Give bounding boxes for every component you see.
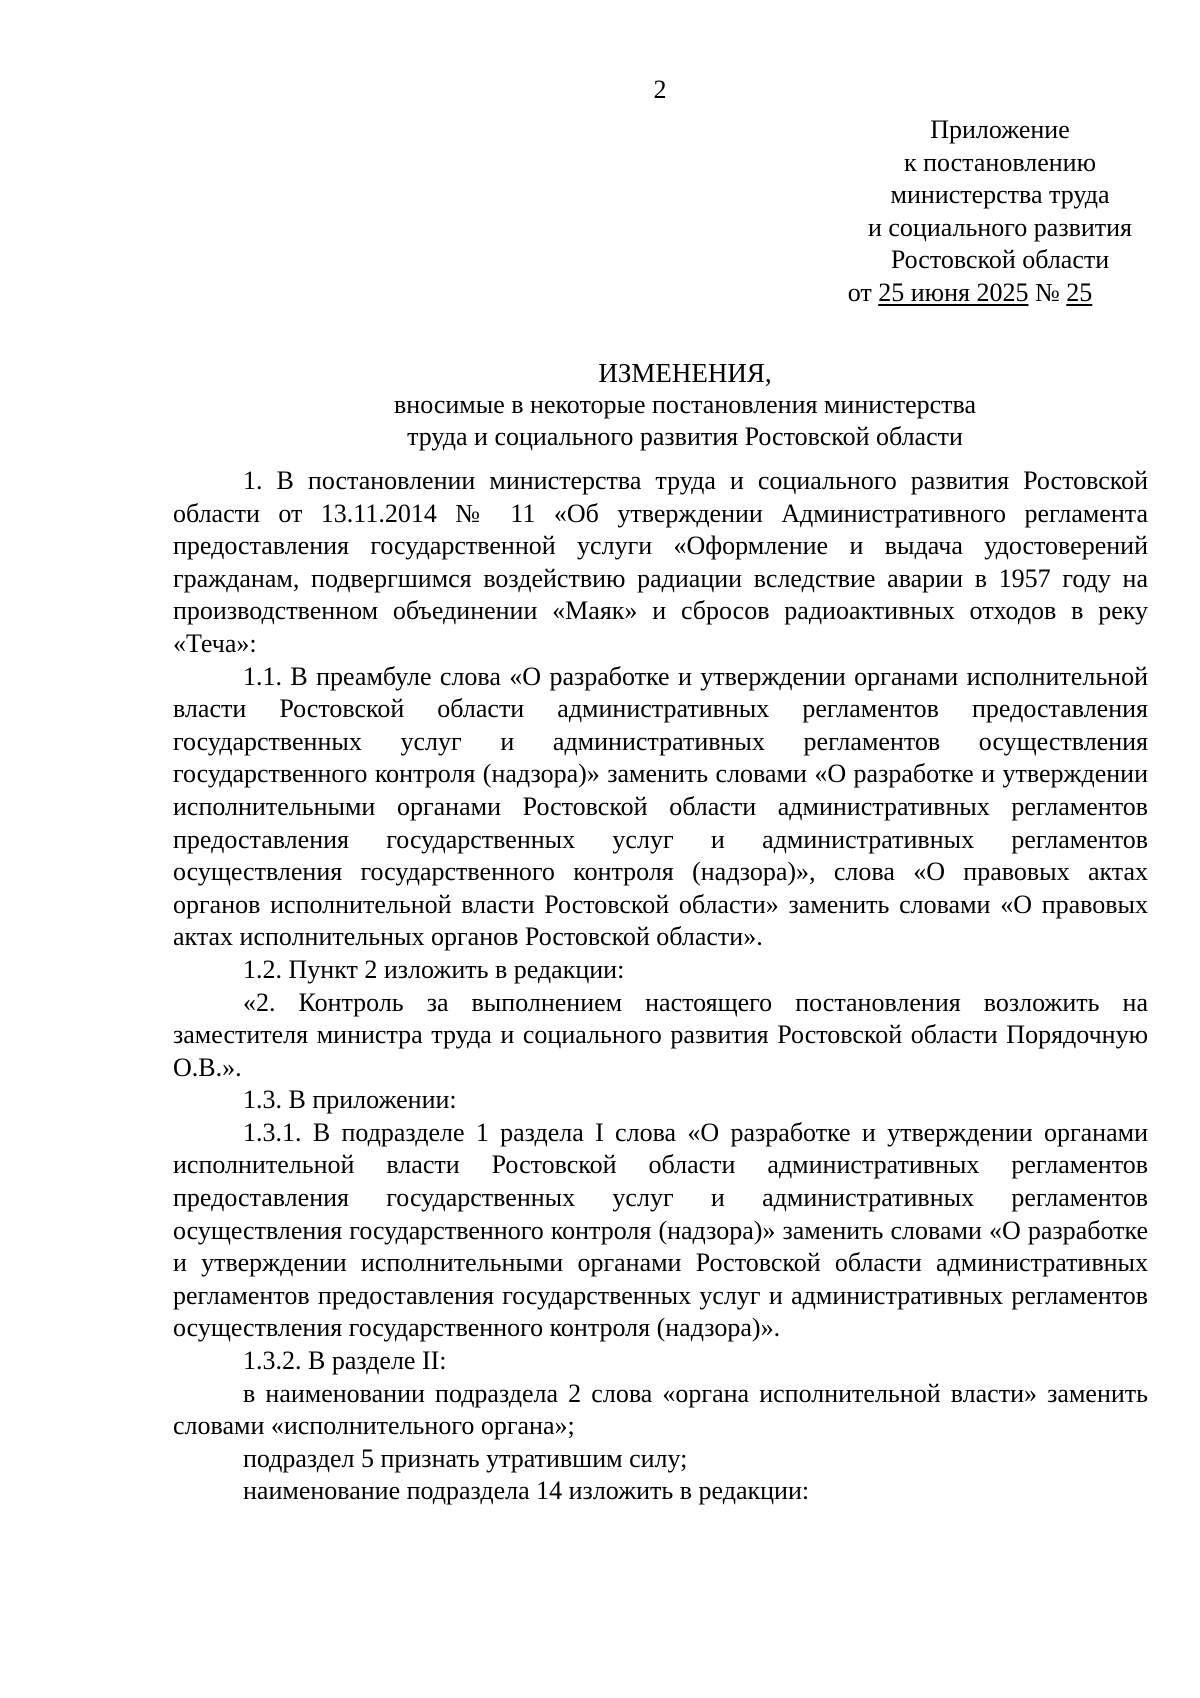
date-prefix: от (847, 277, 872, 307)
title-heading: ИЗМЕНЕНИЯ, (598, 358, 772, 388)
title-subtitle: труда и социального развития Ростовской области (407, 422, 963, 451)
decree-date: 25 июня 2025 (878, 277, 1029, 307)
paragraph: «2. Контроль за выполнением настоящего постановления возложить на заместителя министра труда и социального развития Ростовской области Порядочную О.В.». (173, 987, 1148, 1082)
appendix-line: к постановлению (903, 147, 1097, 177)
paragraph: 1.3. В приложении: (243, 1085, 457, 1115)
paragraph: 1.2. Пункт 2 изложить в редакции: (243, 954, 625, 984)
paragraph: наименование подраздела 14 изложить в редакции: (243, 1476, 810, 1506)
title-subtitle: вносимые в некоторые постановления министерства (394, 390, 976, 419)
appendix-line: министерства труда (890, 180, 1110, 209)
decree-number: 25 (1066, 277, 1093, 307)
paragraph: 1. В постановлении министерства труда и социального развития Ростовской области от 13.11.2014 № 11 «Об утверждении Административного регламента предоставления государственной услуги «Оформление и выдача удостоверений гражданам, подвергшимся воздействию радиации вследствие аварии в 1957 году на производственном объединении «Маяк» и сбросов радиоактивных отходов в реку «Теча»: (173, 466, 1148, 658)
paragraph: 1.3.2. В разделе II: (243, 1346, 447, 1376)
appendix-line: и социального развития (867, 212, 1133, 242)
appendix-date-line (740, 277, 1200, 310)
document-title (160, 357, 1200, 453)
paragraph: 1.1. В преамбуле слова «О разработке и утверждении органами исполнительной власти Ростовской области административных регламентов предоставления государственных услуг и административных регламентов осуществления государственного контроля (надзора)» заменить словами «О разработке и утверждении исполнительными органами Ростовской области административных регламентов предоставления государственных услуг и административных регламентов осуществления государственного контроля (надзора)», слова «О правовых актах органов исполнительной власти Ростовской области» заменить словами «О правовых актах исполнительных органов Ростовской области». (173, 661, 1148, 952)
document-body (173, 465, 1148, 1508)
number-sign: № (1034, 277, 1060, 307)
paragraph: в наименовании подраздела 2 слова «органа исполнительной власти» заменить словами «исполнительного органа»; (173, 1378, 1148, 1441)
paragraph: 1.3.1. В подразделе 1 раздела I слова «О разработке и утверждении органами исполнительной власти Ростовской области административных регламентов предоставления государственных услуг и административных регламентов осуществления государственного контроля (надзора)» заменить словами «О разработке и утверждении исполнительными органами Ростовской области административных регламентов предоставления государственных услуг и административных регламентов осуществления государственного контроля (надзора)». (173, 1117, 1148, 1343)
appendix-line: Приложение (930, 115, 1070, 144)
page-number: 2 (653, 75, 667, 104)
appendix-header (800, 114, 1200, 309)
appendix-line: Ростовской области (890, 245, 1110, 274)
paragraph: подраздел 5 признать утратившим силу; (243, 1443, 688, 1473)
